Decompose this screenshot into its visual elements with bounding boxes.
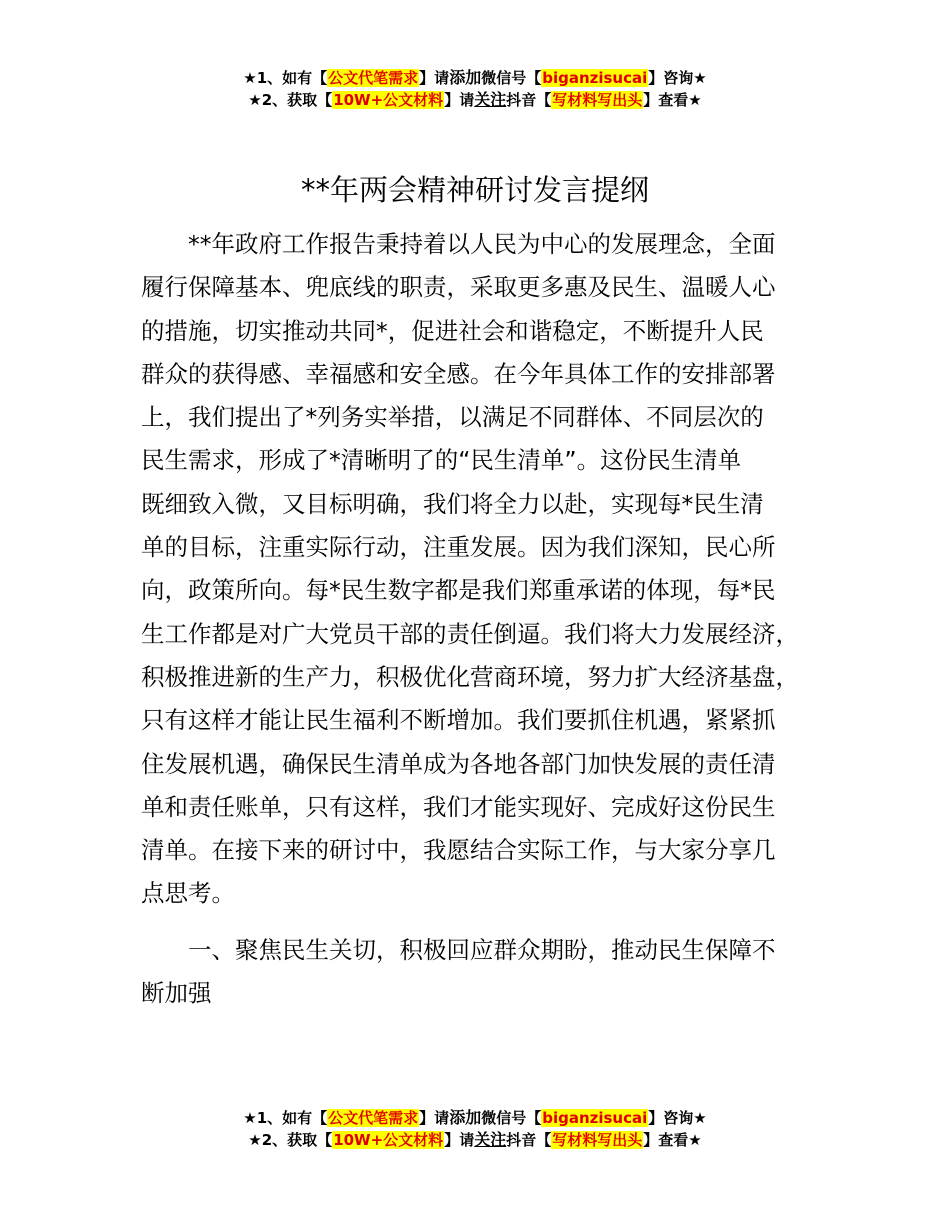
promo-footer <box>0 1107 950 1151</box>
promo-text: 】请 <box>419 1109 450 1127</box>
promo-text: ★2、获取【 <box>248 1131 333 1149</box>
text-line: 单和责任账单，只有这样，我们才能实现好、完成好这份民生 <box>141 792 776 821</box>
text-line: 上，我们提出了*列务实举措，以满足不同群体、不同层次的 <box>141 403 764 432</box>
text-line: 民生需求，形成了*清晰明了的“民生清单”。这份民生清单 <box>141 446 742 475</box>
text-line: **年政府工作报告秉持着以人民为中心的发展理念，全面 <box>188 230 776 258</box>
promo-emphasis-add: 添加 <box>449 68 482 87</box>
promo-line-1 <box>0 1107 950 1129</box>
paragraph-intro <box>141 223 841 916</box>
document-title: **年两会精神研讨发言提纲 <box>300 173 649 207</box>
section-heading-1 <box>141 929 841 1016</box>
promo-line-2 <box>0 1129 950 1151</box>
promo-text: 抖音【 <box>506 1131 552 1149</box>
promo-highlight-douyin: 写材料写出头 <box>552 1131 643 1149</box>
text-line: 生工作都是对广大党员干部的责任倒逼。我们将大力发展经济， <box>141 619 799 648</box>
promo-text: 】请 <box>444 1131 475 1149</box>
promo-text: 】请 <box>444 91 475 109</box>
promo-highlight-materials: 10W+公文材料 <box>333 1131 444 1149</box>
promo-line-1 <box>0 67 950 89</box>
text-line: 的措施，切实推动共同*，促进社会和谐稳定，不断提升人民 <box>141 316 764 345</box>
text-line: 群众的获得感、幸福感和安全感。在今年具体工作的安排部署 <box>141 359 776 388</box>
promo-text: 微信号【 <box>481 69 542 87</box>
promo-text: 】咨询★ <box>648 1109 707 1127</box>
promo-text: 】请 <box>419 69 450 87</box>
text-line: 断加强 <box>141 979 212 1008</box>
text-line: 只有这样才能让民生福利不断增加。我们要抓住机遇，紧紧抓 <box>141 706 776 735</box>
promo-highlight-wechat-id: biganzisucai <box>542 69 648 87</box>
promo-highlight-wechat-id: biganzisucai <box>542 1109 648 1127</box>
promo-header <box>0 67 950 111</box>
promo-highlight-douyin: 写材料写出头 <box>552 91 643 109</box>
promo-text: ★1、如有【 <box>243 1109 328 1127</box>
promo-emphasis-follow: 关注 <box>474 90 507 109</box>
text-line: 单的目标，注重实际行动，注重发展。因为我们深知，民心所 <box>141 533 776 562</box>
promo-text: 】查看★ <box>643 91 702 109</box>
promo-text: ★1、如有【 <box>243 69 328 87</box>
text-line: 一、聚焦民生关切，积极回应群众期盼，推动民生保障不 <box>188 936 776 964</box>
text-line: 积极推进新的生产力，积极优化营商环境，努力扩大经济基盘， <box>141 662 799 691</box>
text-line: 住发展机遇，确保民生清单成为各地各部门加快发展的责任清 <box>141 749 776 778</box>
text-line: 点思考。 <box>141 879 235 908</box>
promo-text: 抖音【 <box>506 91 552 109</box>
text-line: 向，政策所向。每*民生数字都是我们郑重承诺的体现，每*民 <box>141 576 776 605</box>
promo-text: 】咨询★ <box>648 69 707 87</box>
promo-text: 微信号【 <box>481 1109 542 1127</box>
text-line: 清单。在接下来的研讨中，我愿结合实际工作，与大家分享几 <box>141 836 776 865</box>
promo-emphasis-add: 添加 <box>449 1108 482 1127</box>
promo-text: ★2、获取【 <box>248 91 333 109</box>
promo-line-2 <box>0 89 950 111</box>
promo-highlight-ghostwriting: 公文代笔需求 <box>328 1109 419 1127</box>
text-line: 履行保障基本、兜底线的职责，采取更多惠及民生、温暖人心 <box>141 273 776 302</box>
promo-emphasis-follow: 关注 <box>474 1130 507 1149</box>
promo-highlight-materials: 10W+公文材料 <box>333 91 444 109</box>
promo-highlight-ghostwriting: 公文代笔需求 <box>328 69 419 87</box>
promo-text: 】查看★ <box>643 1131 702 1149</box>
text-line: 既细致入微，又目标明确，我们将全力以赴，实现每*民生清 <box>141 489 764 518</box>
